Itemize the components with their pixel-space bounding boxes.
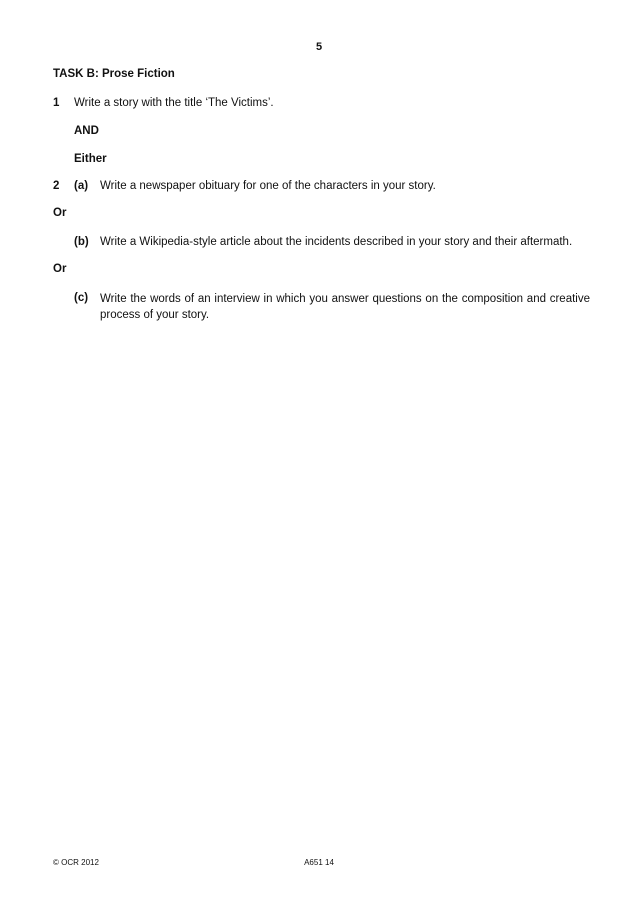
page-number: 5 bbox=[315, 41, 323, 53]
part-b-text: Write a Wikipedia-style article about the incidents described in your story and their aftermath. bbox=[100, 236, 573, 248]
question-1-number: 1 bbox=[53, 97, 60, 109]
part-c-text: Write the words of an interview in which you answer questions on the composition and creative process of your story. bbox=[100, 293, 590, 321]
part-a-text: Write a newspaper obituary for one of the characters in your story. bbox=[100, 180, 436, 192]
question-2-number: 2 bbox=[53, 180, 60, 192]
task-title: TASK B: Prose Fiction bbox=[53, 68, 175, 80]
footer-code: A651 14 bbox=[304, 858, 334, 867]
footer-copyright: © OCR 2012 bbox=[53, 858, 99, 867]
part-a-label: (a) bbox=[74, 180, 89, 192]
either-label: Either bbox=[74, 153, 107, 165]
and-label: AND bbox=[74, 125, 99, 137]
part-b-label: (b) bbox=[74, 236, 89, 248]
part-c-label: (c) bbox=[74, 292, 89, 304]
question-1-text: Write a story with the title ‘The Victims’. bbox=[74, 97, 274, 109]
or-label-2: Or bbox=[53, 263, 67, 275]
or-label-1: Or bbox=[53, 207, 67, 219]
